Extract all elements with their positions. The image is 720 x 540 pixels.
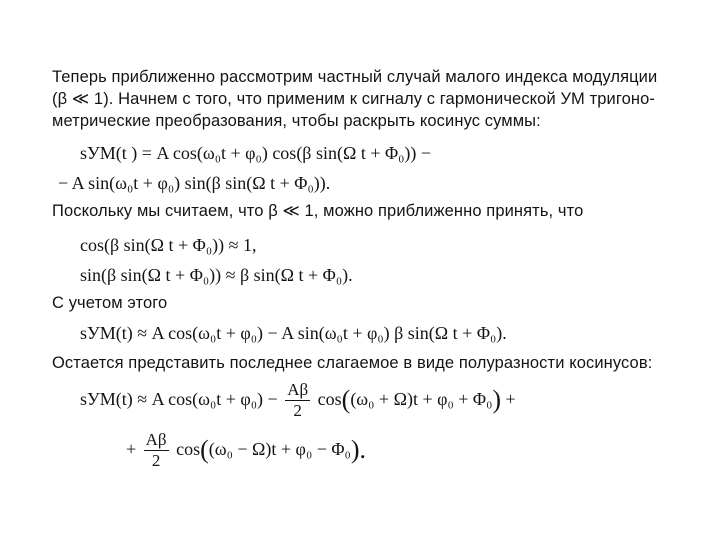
- equation-4-big-paren-open-1: (: [341, 385, 351, 414]
- equation-2-line-1: cos(β sin(Ω t + Φ₀)) ≈ 1,: [80, 235, 257, 255]
- equation-4-term-1: (ω₀ + Ω)t + φ₀ + Φ₀: [350, 389, 493, 409]
- equation-4-term-2: (ω₀ − Ω)t + φ₀ − Φ₀: [208, 439, 351, 459]
- fraction-1-denominator: 2: [293, 401, 302, 421]
- equation-4-line-1: [80, 378, 516, 421]
- paragraph-1-line-3: метрические преобразования, чтобы раскрыть косинус суммы:: [52, 112, 541, 130]
- equation-1-line-1: sУМ(t ) = A cos(ω₀t + φ₀) cos(β sin(Ω t + Φ₀)) −: [80, 143, 432, 163]
- fraction-2-denominator: 2: [151, 451, 161, 471]
- paragraph-3: С учетом этого: [52, 294, 168, 312]
- equation-4-plus: +: [505, 389, 516, 409]
- fraction-1-numerator: Aβ: [287, 380, 309, 400]
- paragraph-2: Поскольку мы считаем, что β ≪ 1, можно приближенно принять, что: [52, 202, 584, 220]
- fraction-2-numerator: Aβ: [145, 430, 167, 450]
- equation-4-fraction-2: [144, 430, 169, 471]
- equation-1-line-2: − A sin(ω₀t + φ₀) sin(β sin(Ω t + Φ₀)).: [58, 173, 331, 193]
- equation-4-big-paren-close-2: ).: [350, 435, 366, 464]
- equation-2-line-2: sin(β sin(Ω t + Φ₀)) ≈ β sin(Ω t + Φ₀).: [80, 265, 353, 285]
- equation-3: sУМ(t) ≈ A cos(ω₀t + φ₀) − A sin(ω₀t + φ₀) β sin(Ω t + Φ₀).: [80, 323, 507, 343]
- paragraph-1-line-2: (β ≪ 1). Начнем с того, что применим к сигналу с гармонической УМ тригоно-: [52, 90, 655, 108]
- equation-4-leading-plus: +: [126, 439, 137, 459]
- paragraph-4: Остается представить последнее слагаемое в виде полуразности косинусов:: [52, 354, 653, 372]
- equation-4-line-2: [126, 428, 366, 471]
- paragraph-1-line-1: Теперь приближенно рассмотрим частный случай малого индекса модуляции: [52, 68, 658, 86]
- equation-4-fraction-1: [285, 380, 310, 421]
- equation-4-cos-2: cos: [176, 439, 201, 459]
- equation-4-big-paren-close-1: ): [492, 385, 502, 414]
- equation-4-lhs: sУМ(t) ≈ A cos(ω₀t + φ₀) −: [80, 389, 278, 409]
- equation-4-cos-1: cos: [317, 389, 342, 409]
- equation-4-big-paren-open-2: (: [200, 435, 209, 464]
